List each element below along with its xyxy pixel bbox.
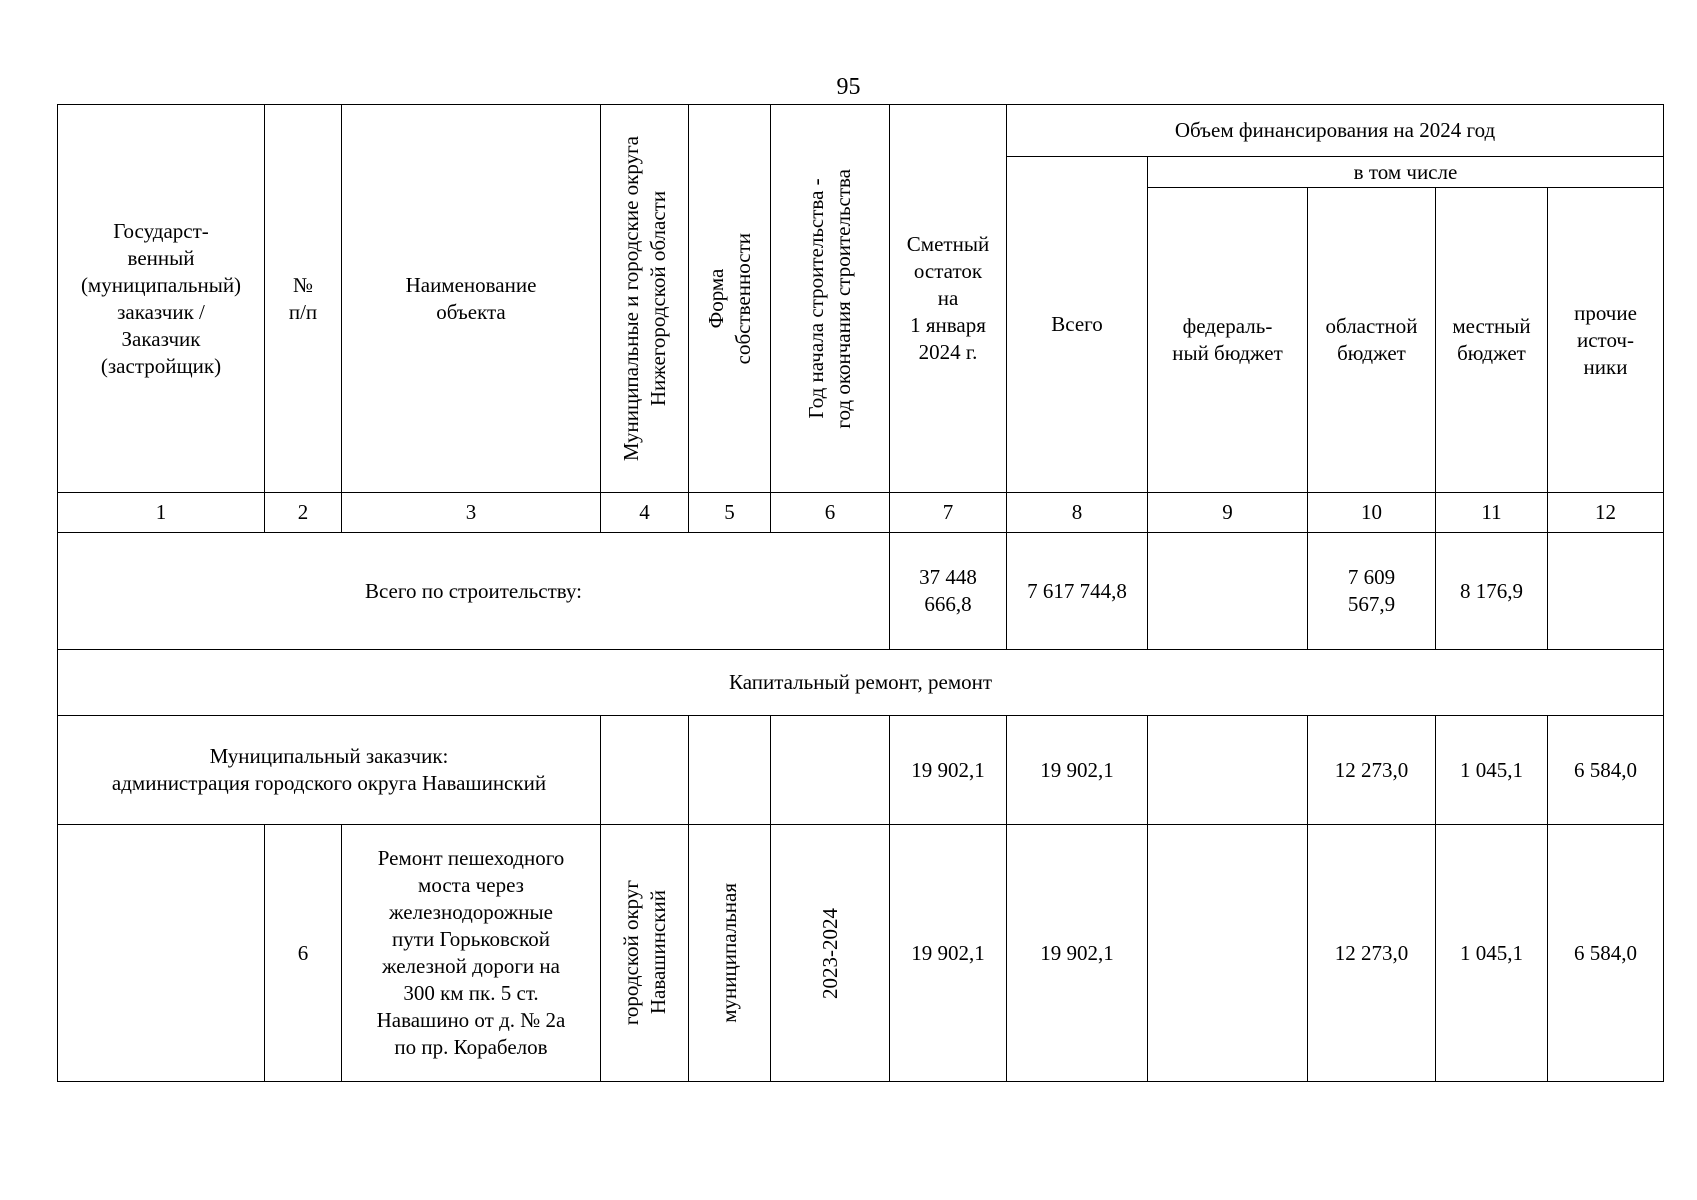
column-number: 3 — [342, 493, 601, 533]
customer-row-other: 6 584,0 — [1548, 716, 1664, 825]
header-customer: Государст- венный (муниципальный) заказчик / Заказчик (застройщик) — [58, 105, 265, 493]
customer-row — [58, 716, 1664, 825]
object-row-other: 6 584,0 — [1548, 825, 1664, 1082]
total-row-regional: 7 609 567,9 — [1308, 533, 1436, 650]
header-regional: областной бюджет — [1308, 188, 1436, 493]
header-federal: федераль- ный бюджет — [1148, 188, 1308, 493]
object-row-ownership: муниципальная — [689, 825, 771, 1082]
total-row — [58, 533, 1664, 650]
column-number: 6 — [771, 493, 890, 533]
object-row-total: 19 902,1 — [1007, 825, 1148, 1082]
header-local: местный бюджет — [1436, 188, 1548, 493]
header-including: в том числе — [1148, 157, 1664, 188]
header-municipality: Муниципальные и городские округа Нижегородской области — [601, 105, 689, 493]
column-number: 8 — [1007, 493, 1148, 533]
customer-row-federal — [1148, 716, 1308, 825]
header-total: Всего — [1007, 157, 1148, 493]
column-number: 9 — [1148, 493, 1308, 533]
customer-row-label: Муниципальный заказчик: администрация городского округа Навашинский — [58, 716, 601, 825]
header-financing: Объем финансирования на 2024 год — [1007, 105, 1664, 157]
object-row-name: Ремонт пешеходного моста через железнодорожные пути Горьковской железной дороги на 300 км пк. 5 ст. Навашино от д. № 2а по пр. Корабелов — [342, 825, 601, 1082]
object-row-regional: 12 273,0 — [1308, 825, 1436, 1082]
total-row-total: 7 617 744,8 — [1007, 533, 1148, 650]
customer-row-ownership — [689, 716, 771, 825]
header-object-name: Наименование объекта — [342, 105, 601, 493]
section-row — [58, 650, 1664, 716]
object-row-years: 2023-2024 — [771, 825, 890, 1082]
object-row — [58, 825, 1664, 1082]
object-row-customer — [58, 825, 265, 1082]
header-other: прочие источ- ники — [1548, 188, 1664, 493]
column-number: 12 — [1548, 493, 1664, 533]
column-number: 10 — [1308, 493, 1436, 533]
customer-row-years — [771, 716, 890, 825]
header-number: № п/п — [265, 105, 342, 493]
column-number: 7 — [890, 493, 1007, 533]
total-row-other — [1548, 533, 1664, 650]
customer-row-municipality — [601, 716, 689, 825]
total-row-federal — [1148, 533, 1308, 650]
column-number: 2 — [265, 493, 342, 533]
object-row-local: 1 045,1 — [1436, 825, 1548, 1082]
header-estimate: Сметный остаток на 1 января 2024 г. — [890, 105, 1007, 493]
customer-row-local: 1 045,1 — [1436, 716, 1548, 825]
total-row-label: Всего по строительству: — [58, 533, 890, 650]
object-row-federal — [1148, 825, 1308, 1082]
object-row-estimate: 19 902,1 — [890, 825, 1007, 1082]
page-number: 95 — [836, 74, 861, 100]
header-ownership: Форма собственности — [689, 105, 771, 493]
total-row-estimate: 37 448 666,8 — [890, 533, 1007, 650]
customer-row-estimate: 19 902,1 — [890, 716, 1007, 825]
customer-row-regional: 12 273,0 — [1308, 716, 1436, 825]
financing-table — [57, 104, 1664, 1082]
column-numbers-row — [58, 493, 1664, 533]
total-row-local: 8 176,9 — [1436, 533, 1548, 650]
column-number: 5 — [689, 493, 771, 533]
column-number: 4 — [601, 493, 689, 533]
section-title: Капитальный ремонт, ремонт — [58, 650, 1664, 716]
column-number: 11 — [1436, 493, 1548, 533]
object-row-municipality: городской округ Навашинский — [601, 825, 689, 1082]
object-row-number: 6 — [265, 825, 342, 1082]
customer-row-total: 19 902,1 — [1007, 716, 1148, 825]
header-years: Год начала строительства - год окончания строительства — [771, 105, 890, 493]
column-number: 1 — [58, 493, 265, 533]
